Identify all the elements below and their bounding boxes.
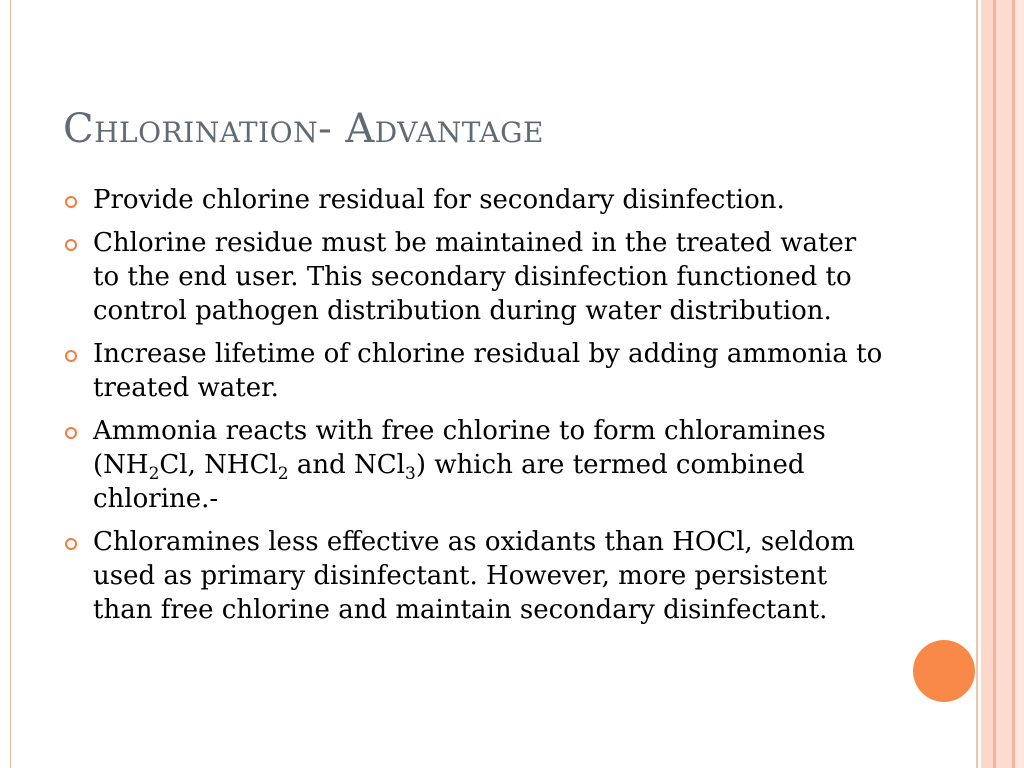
bullet-item — [63, 414, 883, 516]
right-decorative-stripes — [976, 0, 1024, 768]
bullet-text-segment: and NCl — [288, 450, 405, 480]
slide-title: Chlorination- Advantage — [63, 106, 544, 152]
subscript: 3 — [405, 464, 416, 484]
bullet-item — [63, 525, 883, 627]
subscript: 2 — [277, 464, 289, 484]
hollow-circle-bullet-icon — [65, 427, 77, 439]
bullet-list — [63, 183, 883, 636]
bullet-item — [63, 226, 883, 328]
stripe — [981, 0, 993, 768]
bullet-text — [93, 416, 826, 514]
bullet-text-segment: Increase lifetime of chlorine residual by adding ammonia to treated water. — [93, 339, 883, 403]
hollow-circle-bullet-icon — [65, 196, 77, 208]
subscript: 2 — [148, 464, 160, 484]
bullet-text — [93, 527, 855, 625]
bullet-text-segment: Chlorine residue must be maintained in the treated water to the end user. This secondary disinfection functioned to control pathogen distribution during water distribution. — [93, 228, 857, 326]
bullet-text-segment: Cl, NHCl — [159, 450, 278, 480]
bullet-item — [63, 337, 883, 405]
stripe — [996, 0, 1012, 768]
hollow-circle-bullet-icon — [65, 239, 77, 251]
left-border-line — [10, 0, 11, 768]
hollow-circle-bullet-icon — [65, 538, 77, 550]
bullet-text-segment: ) which are termed combined chlorine.- — [93, 450, 805, 514]
bullet-text — [93, 185, 785, 215]
orange-circle-decoration — [913, 640, 975, 702]
bullet-text-segment: Provide chlorine residual for secondary disinfection. — [93, 185, 785, 215]
stripe — [1015, 0, 1024, 768]
stripe — [976, 0, 978, 768]
bullet-text — [93, 339, 882, 403]
hollow-circle-bullet-icon — [65, 350, 77, 362]
bullet-text-segment: Ammonia reacts with free chlorine to form chloramines (NH — [93, 416, 826, 480]
bullet-text-segment: Chloramines less effective as oxidants than HOCl, seldom used as primary disinfectant. However, more persistent than free chlorine and maintain secondary disinfectant. — [93, 527, 855, 625]
bullet-text — [93, 228, 856, 326]
bullet-item — [63, 183, 883, 217]
